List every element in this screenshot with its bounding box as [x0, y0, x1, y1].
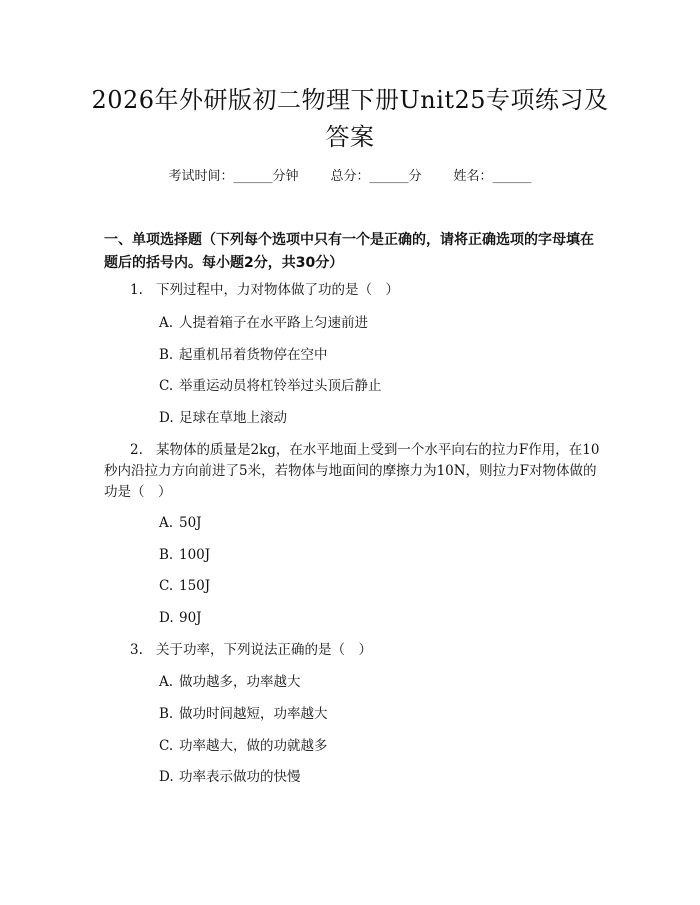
- total-score-label: 总分：______分: [330, 169, 422, 184]
- question-1-option-b: [159, 345, 328, 365]
- option-text: 150J: [179, 578, 211, 594]
- question-3-option-c: [159, 736, 328, 756]
- question-3-option-a: [159, 672, 301, 692]
- question-1-option-d: [159, 408, 287, 428]
- question-number: 3.: [130, 642, 143, 658]
- question-2-option-b: [159, 545, 210, 565]
- question-number: 1.: [130, 282, 143, 298]
- student-name-label: 姓名：______: [453, 169, 532, 184]
- question-3: [104, 640, 600, 661]
- option-label: B.: [159, 547, 174, 563]
- question-1: [104, 280, 600, 301]
- option-label: A.: [159, 315, 174, 331]
- exam-meta: [0, 167, 700, 187]
- option-label: B.: [159, 706, 174, 722]
- option-label: C.: [159, 378, 174, 394]
- option-text: 人提着箱子在水平路上匀速前进: [179, 315, 368, 331]
- option-text: 起重机吊着货物停在空中: [179, 347, 328, 363]
- section-heading-single-choice: 一、单项选择题（下列每个选项中只有一个是正确的，请将正确选项的字母填在题后的括号内。每小题2分，共30分）: [104, 232, 594, 271]
- option-text: 足球在草地上滚动: [179, 410, 287, 426]
- option-text: 功率表示做功的快慢: [179, 769, 301, 785]
- option-label: C.: [159, 738, 174, 754]
- question-2-option-c: [159, 576, 210, 596]
- question-3-option-b: [159, 704, 328, 724]
- option-label: D.: [159, 610, 174, 626]
- option-label: A.: [159, 515, 174, 531]
- option-text: 50J: [179, 515, 202, 531]
- option-text: 举重运动员将杠铃举过头顶后静止: [179, 378, 382, 394]
- option-label: C.: [159, 578, 174, 594]
- option-label: B.: [159, 347, 174, 363]
- option-text: 做功越多，功率越大: [179, 674, 301, 690]
- question-1-option-a: [159, 313, 368, 333]
- question-text: 某物体的质量是2kg，在水平地面上受到一个水平向右的拉力F作用，在10秒内沿拉力方向前进了5米，若物体与地面间的摩擦力为10N，则拉力F对物体做的功是（ ）: [104, 442, 600, 500]
- question-text: 关于功率，下列说法正确的是（ ）: [156, 642, 372, 658]
- option-text: 100J: [179, 547, 211, 563]
- option-label: D.: [159, 410, 174, 426]
- question-2-option-a: [159, 513, 202, 533]
- question-number: 2.: [130, 442, 143, 458]
- page-title: 2026年外研版初二物理下册Unit25专项练习及答案: [91, 86, 609, 151]
- option-text: 功率越大，做的功就越多: [179, 738, 328, 754]
- question-1-option-c: [159, 376, 382, 396]
- exam-time-label: 考试时间：______分钟: [168, 169, 299, 184]
- question-2: [104, 440, 600, 503]
- question-text: 下列过程中，力对物体做了功的是（ ）: [156, 282, 399, 298]
- option-label: D.: [159, 769, 174, 785]
- option-label: A.: [159, 674, 174, 690]
- question-2-option-d: [159, 608, 202, 628]
- question-3-option-d: [159, 767, 301, 787]
- option-text: 90J: [179, 610, 202, 626]
- option-text: 做功时间越短，功率越大: [179, 706, 328, 722]
